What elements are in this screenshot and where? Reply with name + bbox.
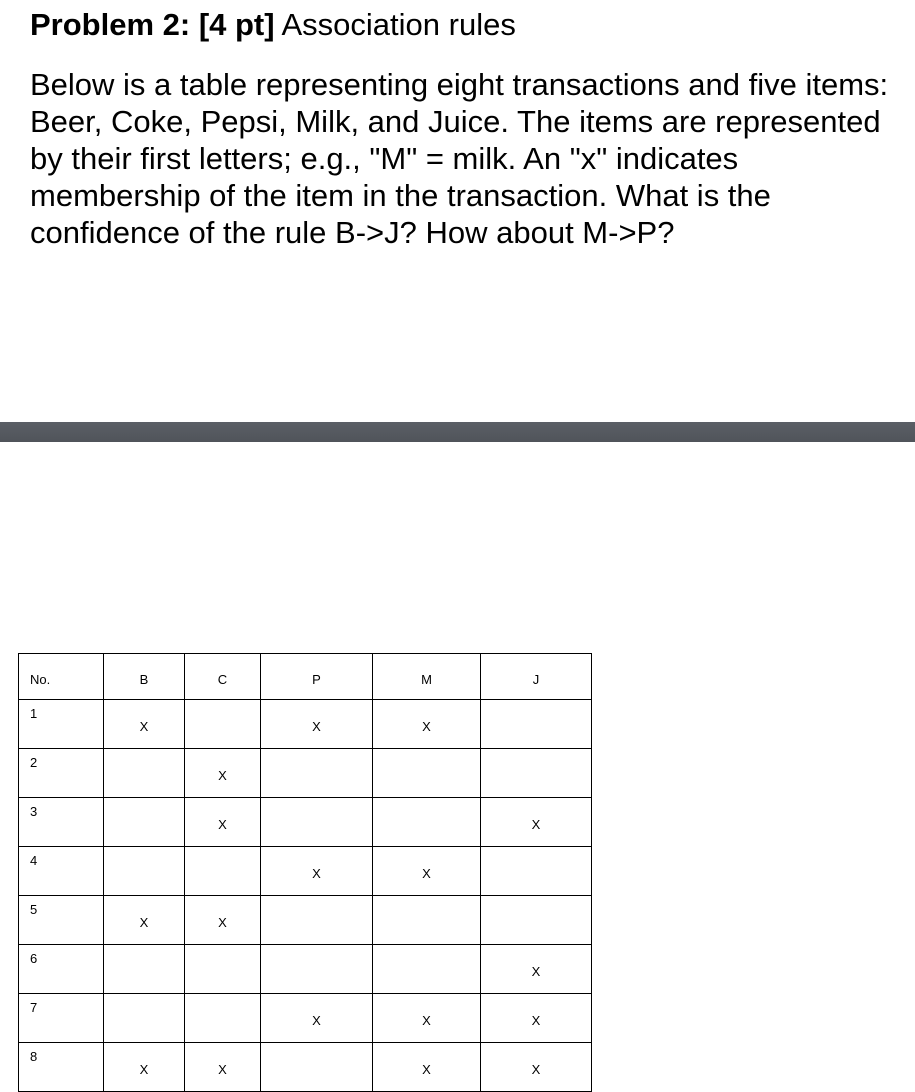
column-header-b: B [104, 654, 185, 700]
cell-m [373, 798, 481, 847]
cell-p [261, 1043, 373, 1092]
cell-m: X [373, 700, 481, 749]
cell-c [185, 700, 261, 749]
cell-no: 6 [19, 945, 104, 994]
table-row [19, 749, 592, 798]
cell-no: 3 [19, 798, 104, 847]
cell-m [373, 945, 481, 994]
cell-b: X [104, 896, 185, 945]
cell-m [373, 896, 481, 945]
cell-b [104, 798, 185, 847]
table-row [19, 1043, 592, 1092]
table-row [19, 798, 592, 847]
cell-m: X [373, 994, 481, 1043]
column-header-p: P [261, 654, 373, 700]
cell-j [481, 749, 592, 798]
cell-p [261, 896, 373, 945]
cell-b: X [104, 1043, 185, 1092]
table-row [19, 896, 592, 945]
cell-j [481, 847, 592, 896]
cell-p [261, 798, 373, 847]
cell-c [185, 847, 261, 896]
cell-m: X [373, 847, 481, 896]
cell-b [104, 749, 185, 798]
cell-b: X [104, 700, 185, 749]
cell-j [481, 700, 592, 749]
cell-b [104, 994, 185, 1043]
transactions-table [18, 653, 592, 1092]
cell-no: 1 [19, 700, 104, 749]
cell-p: X [261, 700, 373, 749]
cell-c [185, 994, 261, 1043]
cell-b [104, 945, 185, 994]
cell-j: X [481, 798, 592, 847]
cell-p: X [261, 994, 373, 1043]
cell-no: 4 [19, 847, 104, 896]
cell-j: X [481, 945, 592, 994]
cell-j: X [481, 1043, 592, 1092]
cell-c: X [185, 798, 261, 847]
cell-j [481, 896, 592, 945]
cell-c [185, 945, 261, 994]
cell-c: X [185, 1043, 261, 1092]
problem-question: Below is a table representing eight transactions and five items: Beer, Coke, Pepsi, Milk, and Juice. The items are represented by their first letters; e.g., "M" = milk. An "x" indicates membership of the item in the transaction. What is the confidence of the rule B->J? How about M->P? [30, 67, 889, 250]
column-header-m: M [373, 654, 481, 700]
cell-m: X [373, 1043, 481, 1092]
column-header-j: J [481, 654, 592, 700]
cell-c: X [185, 896, 261, 945]
table-header-row [19, 654, 592, 700]
cell-no: 7 [19, 994, 104, 1043]
cell-b [104, 847, 185, 896]
cell-c: X [185, 749, 261, 798]
table-row [19, 945, 592, 994]
column-header-no: No. [19, 654, 104, 700]
problem-topic: Association rules [281, 7, 516, 42]
cell-no: 8 [19, 1043, 104, 1092]
table-row [19, 994, 592, 1043]
table-row [19, 700, 592, 749]
page-divider [0, 422, 915, 442]
problem-label: Problem 2: [4 pt] [30, 7, 275, 42]
table-row [19, 847, 592, 896]
cell-p [261, 749, 373, 798]
cell-m [373, 749, 481, 798]
cell-p [261, 945, 373, 994]
cell-p: X [261, 847, 373, 896]
problem-title [30, 4, 516, 46]
cell-no: 2 [19, 749, 104, 798]
column-header-c: C [185, 654, 261, 700]
cell-j: X [481, 994, 592, 1043]
cell-no: 5 [19, 896, 104, 945]
